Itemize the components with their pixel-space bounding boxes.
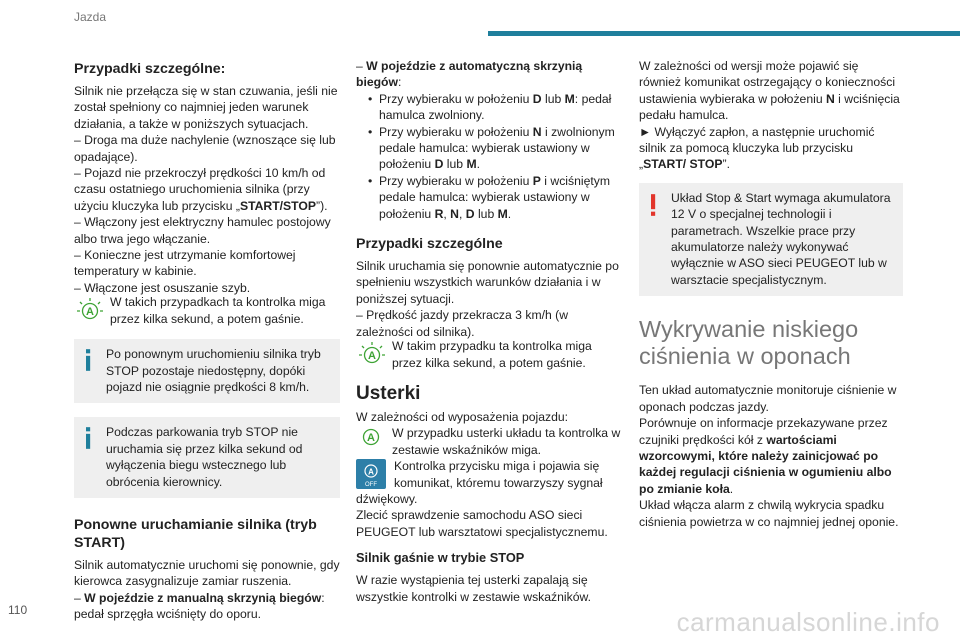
- paragraph: W razie wystąpienia tej usterki zapalają się wszystkie kontrolki w zestawie wskaźników.: [356, 573, 592, 604]
- stop-start-lamp-icon: [356, 425, 392, 453]
- paragraph: Układ włącza alarm z chwilą wykrycia spadku ciśnienia powietrza w co najmniej jednej oponie.: [639, 498, 899, 529]
- paragraph: – Włączony jest elektryczny hamulec postojowy albo trwa jego włączanie.: [74, 215, 331, 246]
- paragraph: – W pojeździe z automatyczną skrzynią biegów:: [356, 59, 583, 90]
- bullet-list: [356, 91, 622, 222]
- paragraph: – Droga ma duże nachylenie (wznoszące się lub opadające).: [74, 133, 336, 164]
- heading-special-cases: Przypadki szczególne: [356, 236, 503, 253]
- fault-button-note: A OFF Kontrolka przycisku miga i pojawia się komunikat, któremu towarzyszy sygnał dźwiękowy.: [356, 459, 603, 506]
- warning-exclamation-icon: [651, 192, 656, 218]
- header-accent-bar: [488, 31, 960, 36]
- heading-special-cases: Przypadki szczególne:: [74, 61, 226, 77]
- page-number: 110: [8, 603, 28, 617]
- heading-restart: Ponowne uruchamianie silnika (tryb START): [74, 516, 317, 551]
- heading-engine-stalls: Silnik gaśnie w trybie STOP: [356, 550, 525, 566]
- info-note: Podczas parkowania tryb STOP nie uruchamia się przez kilka sekund od wyłączenia biegu wstecznego lub obrócenia kierownicy.: [74, 417, 340, 498]
- svg-text:A: A: [368, 350, 376, 363]
- paragraph: Zlecić sprawdzenie samochodu ASO sieci PEUGEOT lub warsztatowi specjalistycznemu.: [356, 508, 608, 539]
- paragraph: – W pojeździe z manualną skrzynią biegów: pedał sprzęgła wciśnięty do oporu.: [74, 590, 325, 622]
- paragraph: – Pojazd nie przekroczył prędkości 10 km/h od czasu ostatniego uruchomienia silnika (przy użyciu kluczyka lub przycisku „START/STOP”).: [74, 166, 328, 213]
- paragraph: Silnik uruchamia się ponownie automatycznie po spełnieniu wszystkich warunków działania i w poniższej sytuacji.: [356, 259, 619, 306]
- svg-text:A: A: [368, 467, 374, 477]
- paragraph: – Włączone jest osuszanie szyb.: [74, 280, 251, 295]
- paragraph: W zależności od wyposażenia pojazdu:: [356, 409, 569, 424]
- svg-text:A: A: [367, 432, 375, 445]
- paragraph: ► Wyłączyć zapłon, a następnie uruchomić silnik za pomocą kluczyka lub przycisku „START/ STOP”.: [639, 124, 875, 172]
- column-middle: [356, 52, 622, 605]
- paragraph: W zależności od wersji może pojawić się również komunikat ostrzegający o konieczności ustawienia wybieraka w położeniu N i wciśnięcia pedału hamulca.: [639, 59, 900, 123]
- stop-start-off-button-icon: [356, 459, 386, 489]
- svg-text:A: A: [86, 306, 94, 319]
- list-item: • Przy wybieraku w położeniu P i wciśniętym pedale hamulca: wybierak ustawiony w położeniu R, N, D lub M.: [368, 173, 622, 222]
- paragraph: Ten układ automatycznie monitoruje ciśnienie w oponach podczas jazdy.: [639, 383, 897, 414]
- paragraph: – Prędkość jazdy przekracza 3 km/h (w zależności od silnika).: [356, 308, 569, 339]
- paragraph: – Konieczne jest utrzymanie komfortowej temperatury w kabinie.: [74, 248, 296, 279]
- column-left: [74, 52, 340, 623]
- stop-start-warning-lamp-icon: [356, 338, 392, 368]
- svg-text:OFF: OFF: [365, 482, 377, 489]
- list-item: • Przy wybieraku w położeniu D lub M: pedał hamulca zwolniony.: [368, 91, 622, 124]
- stop-start-lamp-note: A W takich przypadkach ta kontrolka miga przez kilka sekund, a potem gaśnie.: [74, 294, 340, 327]
- heading-faults: Usterki: [356, 382, 421, 404]
- paragraph: Porównuje on informacje przekazywane przez czujniki prędkości kół z wartościami wzorcowymi, które należy zainicjować po każdej regulacji ciśnienia w ogumieniu albo po zmianie koła.: [639, 416, 892, 496]
- paragraph: Silnik automatycznie uruchomi się ponownie, gdy kierowca zasygnalizuje zamiar ruszenia.: [74, 557, 340, 589]
- column-right: [639, 52, 903, 530]
- paragraph: Silnik nie przełącza się w stan czuwania, jeśli nie został spełniony co najmniej jeden warunek działania, a także w poniższych sytuacjach.: [74, 84, 338, 131]
- info-icon: [86, 347, 91, 373]
- info-note: Po ponownym uruchomieniu silnika tryb STOP pozostaje niedostępny, dopóki pojazd nie osiągnie prędkości 8 km/h.: [74, 339, 340, 403]
- watermark: carmanualsonline.info: [676, 607, 940, 637]
- stop-start-lamp-note: A W takim przypadku ta kontrolka miga przez kilka sekund, a potem gaśnie.: [356, 338, 622, 371]
- heading-tpms: Wykrywanie niskiego ciśnienia w oponach: [639, 316, 859, 370]
- list-item: • Przy wybieraku w położeniu N i zwolnionym pedale hamulca: wybierak ustawiony w położeniu D lub M.: [368, 124, 622, 173]
- warning-note: Układ Stop & Start wymaga akumulatora 12 V o specjalnej technologii i parametrach. Wszelkie prace przy akumulatorze należy wykonywać wyłącznie w ASO sieci PEUGEOT lub w warsztacie specjalistycznym.: [639, 183, 903, 296]
- fault-lamp-note: A W przypadku usterki układu ta kontrolka w zestawie wskaźników miga.: [356, 425, 622, 458]
- info-icon: [86, 425, 91, 451]
- section-header: Jazda: [74, 10, 107, 24]
- stop-start-warning-lamp-icon: [74, 294, 110, 324]
